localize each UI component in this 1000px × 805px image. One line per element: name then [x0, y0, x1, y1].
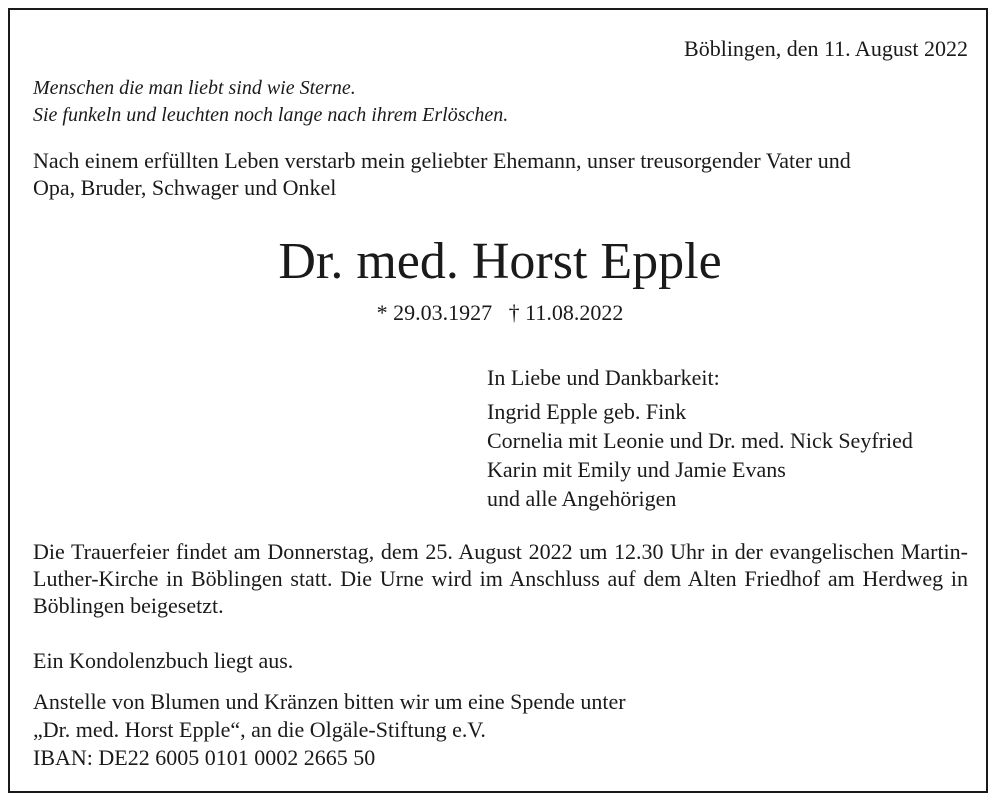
donation-line-2: „Dr. med. Horst Epple“, an die Olgäle-Stiftung e.V.	[33, 717, 486, 742]
mourner-name: und alle Angehörigen	[487, 486, 677, 511]
donation-line-1: Anstelle von Blumen und Kränzen bitten wir um eine Spende unter	[33, 689, 626, 714]
place-date: Böblingen, den 11. August 2022	[684, 36, 968, 61]
funeral-notice: Die Trauerfeier findet am Donnerstag, dem 25. August 2022 um 12.30 Uhr in der evangelischen Martin-Luther-Kirche in Böblingen statt. Die Urne wird im Anschluss auf dem Alten Friedhof am Herdweg in Böblingen beigesetzt.	[33, 539, 968, 618]
condolence-note: Ein Kondolenzbuch liegt aus.	[33, 648, 294, 673]
deceased-name: Dr. med. Horst Epple	[278, 233, 722, 290]
intro-line-1: Nach einem erfüllten Leben verstarb mein geliebter Ehemann, unser treusorgender Vater und	[33, 148, 851, 173]
donation-iban: IBAN: DE22 6005 0101 0002 2665 50	[33, 745, 376, 770]
mourner-name: Cornelia mit Leonie und Dr. med. Nick Seyfried	[487, 428, 913, 453]
mourner-name: Ingrid Epple geb. Fink	[487, 399, 687, 424]
motto-line-1: Menschen die man liebt sind wie Sterne.	[33, 77, 356, 99]
mourner-name: Karin mit Emily und Jamie Evans	[487, 457, 786, 482]
motto-line-2: Sie funkeln und leuchten noch lange nach ihrem Erlöschen.	[33, 104, 509, 126]
life-dates: * 29.03.1927 † 11.08.2022	[376, 300, 624, 325]
mourners-heading: In Liebe und Dankbarkeit:	[487, 365, 720, 390]
intro-line-2: Opa, Bruder, Schwager und Onkel	[33, 175, 337, 200]
